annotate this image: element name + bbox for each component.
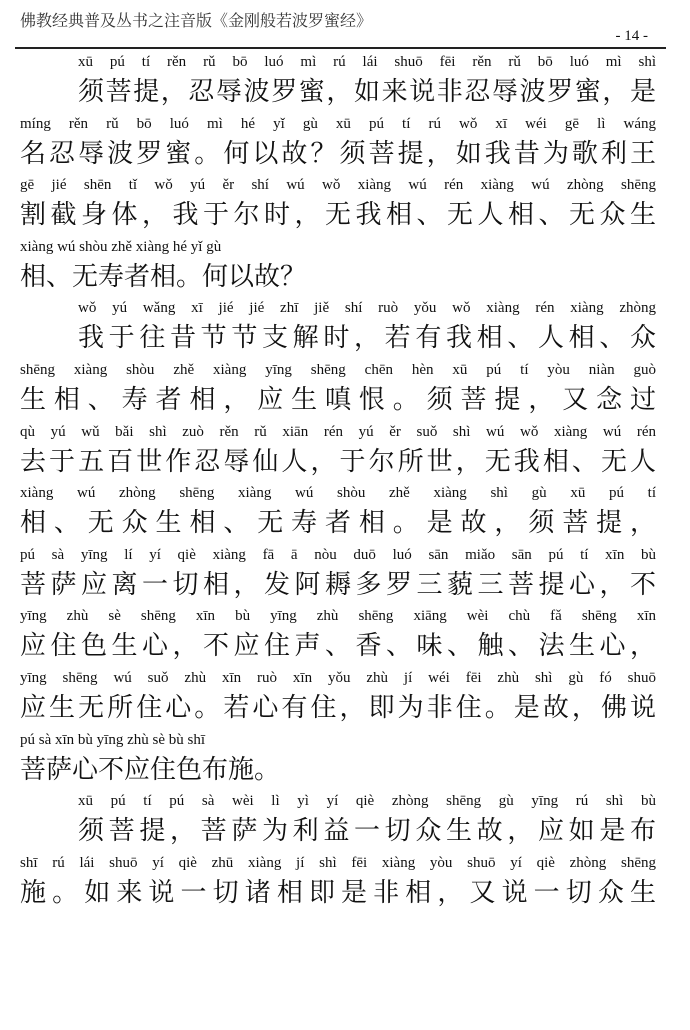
pinyin-line: pú sà xīn bù yīng zhù sè bù shī [20, 731, 205, 748]
hanzi-line: 菩萨心不应住色布施。 [20, 754, 281, 785]
pinyin-line: shī rú lái shuō yí qiè zhū xiàng jí shì fēi xiàng yòu shuō yí qiè zhòng shēng [20, 854, 656, 871]
pinyin-line: shēng xiàng shòu zhě xiàng yīng shēng chēn hèn xū pú tí yòu niàn guò [20, 361, 656, 378]
pinyin-line: pú sà yīng lí yí qiè xiàng fā ā nòu duō luó sān miǎo sān pú tí xīn bù [20, 546, 656, 563]
hanzi-line: 施。如来说一切诸相即是非相，又说一切众生 [20, 877, 656, 908]
hanzi-line: 应生无所住心。若心有住，即为非住。是故，佛说 [20, 692, 656, 723]
hanzi-line: 菩萨应离一切相，发阿耨多罗三藐三菩提心，不 [20, 569, 656, 600]
hanzi-line: 生相、寿者相，应生嗔恨。须菩提，又念过 [20, 384, 656, 415]
pinyin-line: xū pú tí rěn rǔ bō luó mì rú lái shuō fēi rěn rǔ bō luó mì shì [78, 54, 656, 70]
header-rule [15, 47, 666, 49]
sutra-text [20, 50, 656, 912]
hanzi-line: 名忍辱波罗蜜。何以故？须菩提，如我昔为歌利王 [20, 138, 656, 169]
hanzi-line: 去于五百世作忍辱仙人，于尔所世，无我相、无人 [20, 446, 656, 477]
pinyin-line: qù yú wǔ bǎi shì zuò rěn rǔ xiān rén yú ěr suǒ shì wú wǒ xiàng wú rén [20, 423, 656, 440]
pinyin-line: wǒ yú wǎng xī jié jié zhī jiě shí ruò yǒu wǒ xiàng rén xiàng zhòng [78, 300, 656, 317]
pinyin-line: xiàng wú zhòng shēng xiàng wú shòu zhě xiàng shì gù xū pú tí [20, 485, 656, 502]
pinyin-line: yīng shēng wú suǒ zhù xīn ruò xīn yǒu zhù jí wéi fēi zhù shì gù fó shuō [20, 669, 656, 686]
pinyin-line: gē jié shēn tǐ wǒ yú ěr shí wú wǒ xiàng wú rén xiàng wú zhòng shēng [20, 177, 656, 194]
hanzi-line: 应住色生心，不应住声、香、味、触、法生心， [20, 631, 656, 662]
hanzi-line: 须菩提，忍辱波罗蜜，如来说非忍辱波罗蜜，是 [78, 77, 656, 107]
hanzi-line: 相、无众生相、无寿者相。是故，须菩提， [20, 508, 656, 539]
pinyin-line: yīng zhù sè shēng xīn bù yīng zhù shēng xiāng wèi chù fǎ shēng xīn [20, 608, 656, 625]
hanzi-line: 我于往昔节节支解时，若有我相、人相、众 [78, 323, 656, 354]
hanzi-line: 相、无寿者相。何以故？ [20, 261, 307, 292]
hanzi-line: 须菩提，菩萨为利益一切众生故，应如是布 [78, 816, 656, 847]
pinyin-line: xū pú tí pú sà wèi lì yì yí qiè zhòng shēng gù yīng rú shì bù [78, 793, 656, 810]
hanzi-line: 割截身体，我于尔时，无我相、无人相、无众生 [20, 200, 656, 231]
running-header: 佛教经典普及丛书之注音版《金刚般若波罗蜜经》 [20, 11, 373, 30]
pinyin-line: míng rěn rǔ bō luó mì hé yǐ gù xū pú tí rú wǒ xī wéi gē lì wáng [20, 115, 656, 132]
page-number: - 14 - [615, 28, 648, 44]
pinyin-line: xiàng wú shòu zhě xiàng hé yǐ gù [20, 238, 222, 255]
